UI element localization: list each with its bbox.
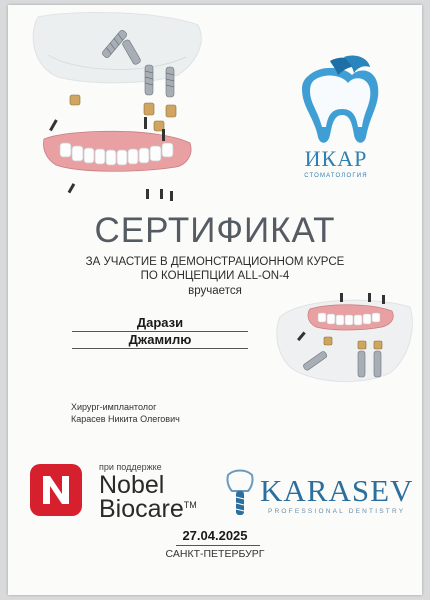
- certificate-date: 27.04.2025: [182, 528, 248, 543]
- course-line-1: ЗА УЧАСТИЕ В ДЕМОНСТРАЦИОННОМ КУРСЕ: [85, 256, 345, 268]
- surgeon-name: Карасев Никита Олегович: [71, 414, 180, 424]
- date-underline: [176, 545, 260, 546]
- karasev-logo-name: KARASEV: [260, 473, 414, 508]
- course-line-3: вручается: [188, 285, 242, 297]
- ikar-tooth-logo-icon: [286, 53, 386, 145]
- recipient-name: Джамилю: [72, 332, 248, 349]
- nobel-biocare-logo-icon: [28, 462, 86, 520]
- sponsor-support-text: при поддержке: [99, 462, 162, 472]
- certificate-city: САНКТ-ПЕТЕРБУРГ: [165, 548, 265, 560]
- certificate-title: СЕРТИФИКАТ: [94, 211, 336, 250]
- recipient-surname: Дарази: [72, 315, 248, 332]
- abutments: [70, 95, 176, 131]
- ikar-logo-name: ИКАР: [304, 146, 368, 171]
- upper-jaw-sketch: [33, 12, 201, 82]
- sponsor-brand-line-2: [99, 497, 197, 522]
- karasev-logo-subtitle: PROFESSIONAL DENTISTRY: [268, 508, 406, 515]
- course-line-2: ПО КОНЦЕПЦИИ ALL-ON-4: [140, 270, 290, 282]
- sponsor-tm: TM: [183, 500, 197, 510]
- surgeon-role: Хирург-имплантолог: [71, 402, 157, 412]
- certificate-sheet: [8, 5, 422, 595]
- ikar-logo-subtitle: СТОМАТОЛОГИЯ: [304, 173, 368, 179]
- karasev-implant-logo-icon: [220, 465, 260, 521]
- sponsor-brand-line-2-text: Biocare: [99, 495, 184, 523]
- all-on-4-illustration-bottom: [270, 287, 418, 397]
- all-on-4-illustration-top: [8, 5, 218, 205]
- sponsor-brand-line-1: Nobel: [99, 471, 165, 499]
